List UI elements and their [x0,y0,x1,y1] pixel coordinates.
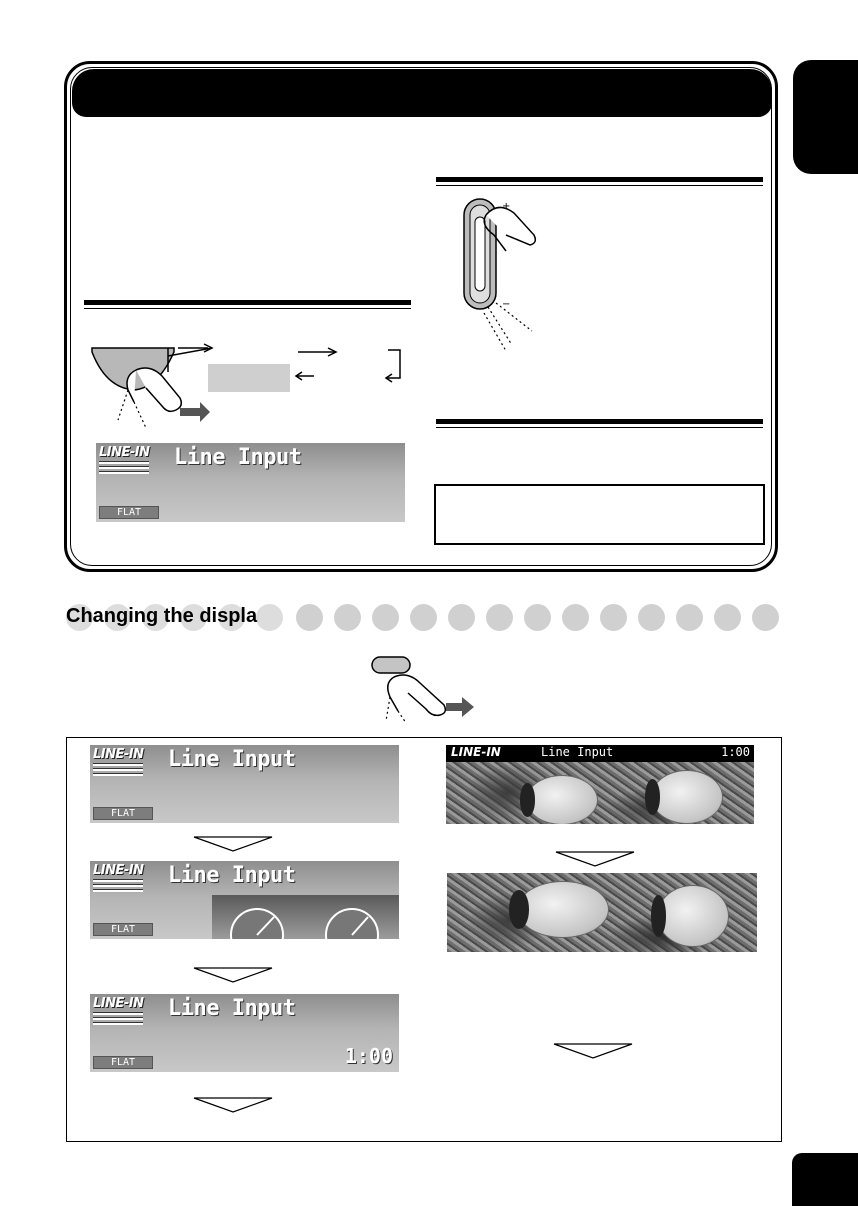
level-bars [99,461,149,473]
fish-animation-display-2 [447,873,757,952]
svg-text:+: + [502,201,511,212]
fish-graphic [526,775,598,824]
language-tab [793,60,858,174]
level-bars [93,879,143,891]
section-rule-right-top [436,177,763,182]
fish-graphic [651,770,723,824]
fish-graphic [517,881,609,938]
clock-readout: 1:00 [344,1044,393,1068]
lcd-title: Line Input [168,996,296,1021]
lcd-display-1 [90,745,399,823]
section-rule-left [84,300,411,305]
fish-info-bar [446,745,754,762]
lcd-display-3 [90,994,399,1072]
sound-mode-label: FLAT [99,506,159,519]
meter-graphic [212,895,399,939]
source-label: LINE-IN [451,745,501,759]
lcd-title: Line Input [168,747,296,772]
source-label: LINE-IN [93,863,144,878]
source-label: LINE-IN [93,747,144,762]
down-arrow-icon [193,1097,273,1113]
sound-mode-label: FLAT [93,923,153,936]
fish-bar-title: Line Input [541,745,614,759]
source-label: LINE-IN [93,996,144,1011]
lcd-display-line-input [96,443,405,522]
fish-animation-display-1 [446,745,754,824]
level-bars [93,763,143,775]
section-heading-row [64,603,784,633]
source-label: LINE-IN [99,445,150,460]
page-number-block [792,1153,858,1206]
disp-button-illustration [364,655,484,725]
fish-bar-clock: 1:00 [721,745,750,759]
sound-mode-label: FLAT [93,807,153,820]
section-rule-right-bottom [436,419,763,424]
down-arrow-icon [553,1043,633,1059]
fish-graphic [657,885,729,947]
sound-mode-label: FLAT [93,1056,153,1069]
svg-text:−: − [502,299,511,310]
down-arrow-icon [555,851,635,867]
down-arrow-icon [193,967,273,983]
notice-box [434,484,765,545]
source-button-illustration [88,340,418,430]
level-bars [93,1012,143,1024]
down-arrow-icon [193,836,273,852]
volume-key-illustration [458,195,548,355]
lcd-title: Line Input [174,445,302,470]
panel-title-bar [72,69,772,117]
section-heading: Changing the displa [66,605,258,627]
lcd-title: Line Input [168,863,296,888]
lcd-display-2 [90,861,399,939]
